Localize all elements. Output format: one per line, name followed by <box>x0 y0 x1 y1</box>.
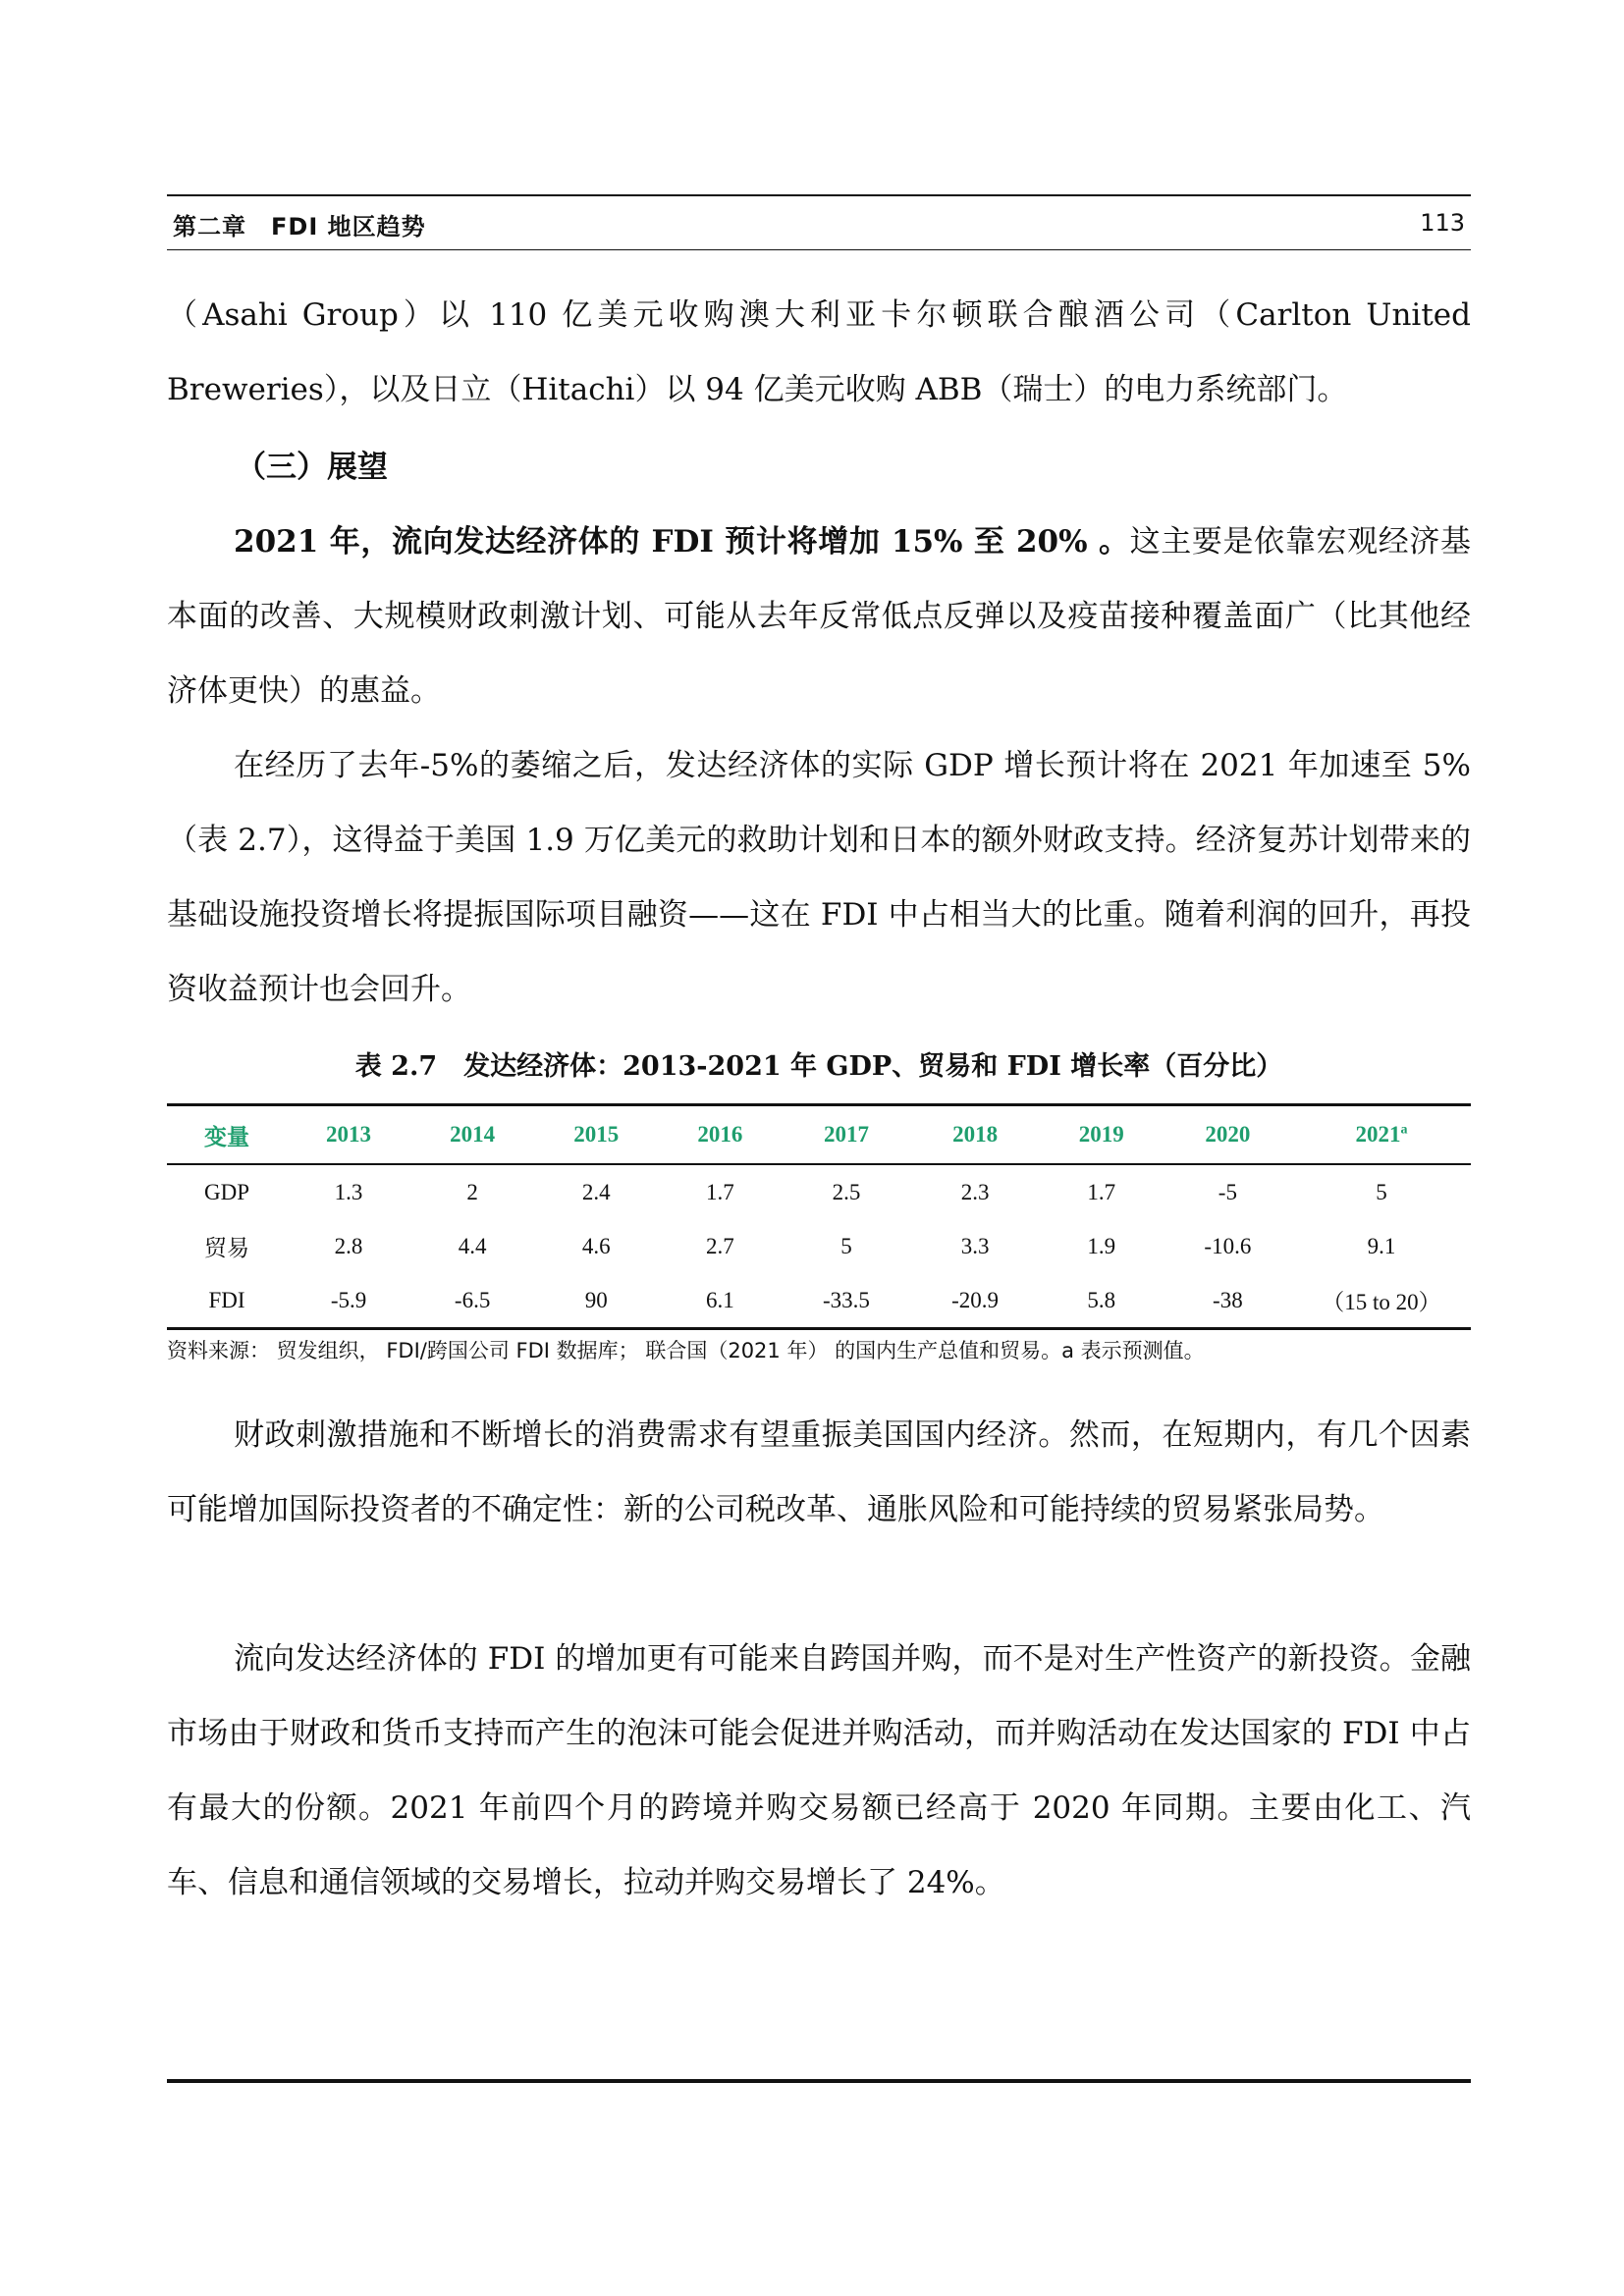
footer-rule <box>167 2079 1471 2083</box>
table-row <box>167 1219 1471 1273</box>
table-cell: -38 <box>1164 1273 1292 1329</box>
table-cell: 1.3 <box>334 1179 363 1204</box>
header-cell: 2019 <box>1040 1105 1164 1165</box>
header-cell: 变量 <box>167 1105 287 1165</box>
forecast-superscript: a <box>1400 1122 1408 1138</box>
table-cell: -33.5 <box>782 1273 910 1329</box>
table-cell: -5.9 <box>287 1273 410 1329</box>
table-cell: 6.1 <box>658 1273 782 1329</box>
header-cell: 2017 <box>782 1105 910 1165</box>
header-cell: 2014 <box>410 1105 534 1165</box>
table-cell: 4.6 <box>581 1233 611 1258</box>
paragraph-3: 在经历了去年-5%的萎缩之后，发达经济体的实际 GDP 增长预计将在 2021 年加速至 5%（表 2.7），这得益于美国 1.9 万亿美元的救助计划和日本的额外财政支持。经济复苏计划带来的基础设施投资增长将提振国际项目融资——这在 FDI 中占相当大的比重。随着利润的回升，再投资收益预计也会回升。 <box>167 748 1471 1007</box>
table-cell: 1.7 <box>1087 1179 1116 1204</box>
table-cell: GDP <box>203 1179 249 1204</box>
table-caption: 表 2.7 发达经济体：2013-2021 年 GDP、贸易和 FDI 增长率（百分比） <box>354 1051 1283 1082</box>
header-cell: 2018 <box>911 1105 1040 1165</box>
table-cell: -5 <box>1218 1179 1237 1204</box>
paragraph-2 <box>167 505 1471 728</box>
table-cell: 5 <box>840 1233 852 1258</box>
paragraph-2-bold: 2021 年，流向发达经济体的 FDI 预计将增加 15% 至 20% 。 <box>234 524 1130 560</box>
table-source-note: 资料来源： 贸发组织， FDI/跨国公司 FDI 数据库； 联合国（2021 年） 的国内生产总值和贸易。a 表示预测值。 <box>167 1339 1205 1362</box>
table-cell: 1.9 <box>1087 1233 1116 1258</box>
header-cell <box>1292 1105 1471 1165</box>
table-cell: FDI <box>167 1273 287 1329</box>
paragraph-1: （Asahi Group）以 110 亿美元收购澳大利亚卡尔顿联合酿酒公司（Carlton United Breweries），以及日立（Hitachi）以 94 亿美元收购 ABB（瑞士）的电力系统部门。 <box>167 297 1471 407</box>
table-cell: （15 to 20） <box>1292 1273 1471 1329</box>
table-cell: 2 <box>466 1179 478 1204</box>
page-header <box>167 199 1471 248</box>
header-top-rule <box>167 194 1471 196</box>
section-heading: （三）展望 <box>236 450 388 485</box>
paragraph-4: 财政刺激措施和不断增长的消费需求有望重振美国国内经济。然而，在短期内，有几个因素可能增加国际投资者的不确定性：新的公司税改革、通胀风险和可能持续的贸易紧张局势。 <box>167 1417 1471 1527</box>
header-cell: 2016 <box>658 1105 782 1165</box>
table-cell: 1.7 <box>705 1179 734 1204</box>
table-cell: 4.4 <box>458 1233 487 1258</box>
paragraph-2-rest: 这主要是依靠宏观经济基本面的改善、大规模财政刺激计划、可能从去年反常低点反弹以及疫苗接种覆盖面广（比其他经济体更快）的惠益。 <box>167 524 1471 709</box>
table-cell: 5 <box>1376 1179 1387 1204</box>
table-cell: 贸易 <box>204 1236 249 1260</box>
paragraph-5: 流向发达经济体的 FDI 的增加更有可能来自跨国并购，而不是对生产性资产的新投资。金融市场由于财政和货币支持而产生的泡沫可能会促进并购活动，而并购活动在发达国家的 FDI 中占有最大的份额。2021 年前四个月的跨境并购交易额已经高于 2020 年同期。主要由化工、汽车、信息和通信领域的交易增长，拉动并购交易增长了 24%。 <box>167 1641 1471 1900</box>
table-cell: -10.6 <box>1204 1233 1252 1258</box>
header-cell: 2015 <box>534 1105 658 1165</box>
table-cell: 2.4 <box>581 1179 611 1204</box>
growth-rate-table <box>167 1103 1471 1330</box>
header-cell: 2020 <box>1164 1105 1292 1165</box>
table-cell: -20.9 <box>911 1273 1040 1329</box>
table-cell: 5.8 <box>1040 1273 1164 1329</box>
header-cell: 2013 <box>287 1105 410 1165</box>
table-cell: 2.8 <box>334 1233 363 1258</box>
table-cell: 3.3 <box>960 1233 990 1258</box>
table-cell: -6.5 <box>410 1273 534 1329</box>
table-header-row <box>167 1105 1471 1165</box>
table-cell: 2.7 <box>705 1233 734 1258</box>
table-row <box>167 1273 1471 1329</box>
header-bottom-rule <box>167 249 1471 250</box>
table-cell: 2.3 <box>960 1179 990 1204</box>
table-cell: 2.5 <box>832 1179 861 1204</box>
table-cell: 90 <box>534 1273 658 1329</box>
page-number: 113 <box>1420 209 1465 237</box>
table-cell: 9.1 <box>1367 1233 1396 1258</box>
header-cell-text: 2021 <box>1355 1122 1401 1147</box>
chapter-title: 第二章 FDI 地区趋势 <box>173 213 426 240</box>
table-row <box>167 1164 1471 1219</box>
